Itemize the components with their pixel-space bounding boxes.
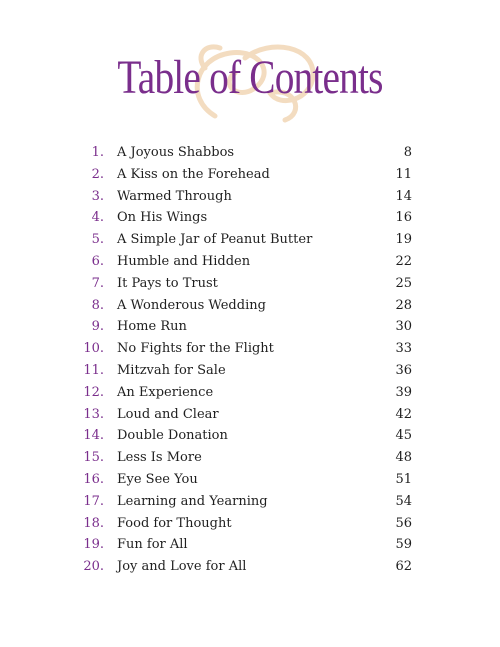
toc-entry[interactable] — [0, 251, 500, 273]
entry-title[interactable]: On His Wings — [117, 210, 208, 226]
entry-title[interactable]: Fun for All — [117, 537, 188, 553]
entry-page-number: 16 — [395, 210, 412, 226]
entry-page-number: 14 — [395, 188, 412, 204]
toc-entry[interactable] — [0, 382, 500, 404]
entry-number: 7. — [91, 275, 104, 291]
entry-title[interactable]: No Fights for the Flight — [117, 341, 274, 357]
entry-number: 1. — [91, 145, 104, 160]
entry-page-number: 25 — [395, 275, 412, 291]
toc-entry[interactable] — [0, 273, 500, 295]
entry-title[interactable]: It Pays to Trust — [117, 275, 218, 291]
entry-title[interactable]: Double Donation — [117, 428, 228, 444]
entry-number: 9. — [91, 319, 104, 335]
toc-entry[interactable] — [0, 513, 500, 535]
toc-entry[interactable] — [0, 360, 500, 382]
entry-title[interactable]: Food for Thought — [117, 515, 232, 531]
entry-number: 16. — [83, 472, 104, 487]
toc-entry[interactable] — [0, 316, 500, 338]
toc-entry[interactable] — [0, 295, 500, 317]
toc-entry[interactable] — [0, 425, 500, 447]
entry-page-number: 8 — [403, 145, 412, 160]
entry-title[interactable]: Loud and Clear — [117, 406, 219, 422]
entry-title[interactable]: A Kiss on the Forehead — [117, 166, 270, 182]
entry-title[interactable]: Home Run — [117, 319, 187, 335]
toc-entry[interactable] — [0, 164, 500, 186]
entry-title[interactable]: Eye See You — [117, 472, 198, 487]
entry-title[interactable]: An Experience — [117, 384, 214, 400]
entry-title[interactable]: Joy and Love for All — [117, 559, 247, 575]
entry-page-number: 11 — [395, 166, 412, 182]
entry-page-number: 39 — [395, 384, 412, 400]
entry-title[interactable]: Mitzvah for Sale — [117, 363, 226, 378]
entry-number: 15. — [83, 450, 104, 466]
entry-title[interactable]: Learning and Yearning — [117, 493, 268, 509]
entry-page-number: 33 — [395, 341, 412, 357]
entry-number: 2. — [91, 166, 104, 182]
toc-entry[interactable] — [0, 556, 500, 578]
toc-entry[interactable] — [0, 229, 500, 251]
entry-number: 10. — [83, 341, 104, 357]
entry-title[interactable]: A Wonderous Wedding — [117, 297, 266, 313]
toc-entry[interactable] — [0, 207, 500, 229]
entry-page-number: 30 — [395, 319, 412, 335]
entry-title[interactable]: A Simple Jar of Peanut Butter — [117, 232, 313, 248]
entry-page-number: 19 — [395, 232, 412, 248]
entry-page-number: 28 — [395, 297, 412, 313]
toc-entry[interactable] — [0, 186, 500, 208]
page-title: Table of Contents — [117, 51, 383, 104]
entry-page-number: 51 — [395, 472, 412, 487]
entry-number: 6. — [91, 254, 104, 269]
entry-number: 14. — [83, 428, 104, 444]
entry-page-number: 36 — [395, 363, 412, 378]
toc-entry[interactable] — [0, 534, 500, 556]
toc-entry[interactable] — [0, 447, 500, 469]
toc-entry[interactable] — [0, 404, 500, 426]
entry-number: 3. — [91, 188, 104, 204]
entry-page-number: 22 — [395, 254, 412, 269]
entry-page-number: 48 — [395, 450, 412, 466]
entry-page-number: 62 — [395, 559, 412, 575]
entry-page-number: 54 — [395, 493, 412, 509]
entry-page-number: 42 — [395, 406, 412, 422]
entry-title[interactable]: Warmed Through — [117, 188, 232, 204]
toc-entry[interactable] — [0, 338, 500, 360]
entry-number: 11. — [83, 363, 104, 378]
entry-number: 12. — [83, 384, 104, 400]
entry-number: 5. — [91, 232, 104, 248]
entry-title[interactable]: Less Is More — [117, 450, 202, 466]
entry-number: 17. — [83, 493, 104, 509]
entry-number: 20. — [83, 559, 104, 575]
toc-entry[interactable] — [0, 491, 500, 513]
entry-number: 8. — [91, 297, 104, 313]
entry-title[interactable]: A Joyous Shabbos — [117, 145, 235, 160]
entry-number: 13. — [83, 406, 104, 422]
entry-number: 19. — [83, 537, 104, 553]
entry-page-number: 56 — [395, 515, 412, 531]
toc-entry[interactable] — [0, 469, 500, 491]
entry-page-number: 45 — [395, 428, 412, 444]
entry-title[interactable]: Humble and Hidden — [117, 254, 251, 269]
entry-page-number: 59 — [395, 537, 412, 553]
toc-entry[interactable] — [0, 142, 500, 164]
entry-number: 4. — [91, 210, 104, 226]
entry-number: 18. — [83, 515, 104, 531]
title-block — [0, 38, 500, 128]
